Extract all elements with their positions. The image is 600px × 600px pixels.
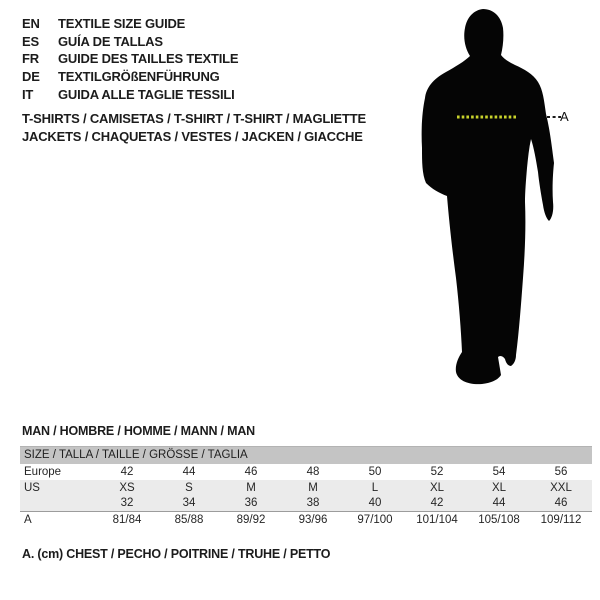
size-cell: L [371,482,379,494]
size-cell: XL [429,482,445,494]
size-cell: 46 [554,497,568,509]
footnote-chest-legend: A. (cm) CHEST / PECHO / POITRINE / TRUHE / PETTO [22,547,331,561]
language-list [22,15,238,103]
size-cell: XS [119,482,135,494]
size-cell: XL [491,482,507,494]
size-cell: 93/96 [298,514,328,526]
size-table [20,446,592,529]
size-cell: 46 [244,466,258,478]
size-table-header: SIZE / TALLA / TAILLE / GRÖSSE / TAGLIA [20,446,592,464]
lang-label: TEXTILE SIZE GUIDE [58,16,186,32]
table-row-us-numeric [20,496,592,511]
size-cell: 36 [244,497,258,509]
size-cell: 50 [368,466,382,478]
lang-row-fr [22,50,238,68]
table-row-chest-a [20,511,592,529]
size-cell: S [185,482,193,494]
table-row-europe [20,464,592,480]
size-cell: 34 [182,497,196,509]
lang-label: GUÍA DE TALLAS [58,33,163,49]
row-label: US [24,482,40,494]
lang-row-es [22,33,238,51]
lang-code: FR [22,51,39,67]
lang-label: GUIDE DES TAILLES TEXTILE [58,51,239,67]
size-cell: 44 [492,497,506,509]
size-cell: 52 [430,466,444,478]
category-block [22,110,366,146]
size-cell: 42 [430,497,444,509]
size-cell: 32 [120,497,134,509]
size-cell: 56 [554,466,568,478]
category-line-jackets: JACKETS / CHAQUETAS / VESTES / JACKEN / GIACCHE [22,129,363,144]
lang-code: IT [22,86,34,102]
size-cell: 38 [306,497,320,509]
lang-row-de [22,68,238,86]
size-cell: 44 [182,466,196,478]
section-heading-man: MAN / HOMBRE / HOMME / MANN / MAN [22,424,255,438]
size-cell: 109/112 [540,514,582,526]
size-cell: 97/100 [357,514,393,526]
lang-code: EN [22,16,40,32]
size-cell: 89/92 [236,514,266,526]
category-line-tshirts: T-SHIRTS / CAMISETAS / T-SHIRT / T-SHIRT / MAGLIETTE [22,111,366,126]
lang-row-en [22,15,238,33]
measure-label-a: A [560,109,569,124]
size-cell: XXL [550,482,572,494]
size-cell: 40 [368,497,382,509]
size-cell: 81/84 [112,514,142,526]
size-cell: 101/104 [416,514,458,526]
row-label: Europe [24,466,62,478]
row-label: A [24,514,32,526]
size-cell: 105/108 [478,514,520,526]
size-cell: 48 [306,466,320,478]
row-label [20,496,96,511]
size-cell: M [246,482,256,494]
size-cell: 54 [492,466,506,478]
man-silhouette-shape [422,9,554,384]
size-cell: 42 [120,466,134,478]
size-cell: M [308,482,318,494]
size-cell: 85/88 [174,514,204,526]
lang-row-it [22,85,238,103]
lang-code: DE [22,69,40,85]
man-silhouette [405,0,600,400]
lang-code: ES [22,33,39,49]
lang-label: GUIDA ALLE TAGLIE TESSILI [58,86,235,102]
table-row-us [20,480,592,496]
lang-label: TEXTILGRÖßENFÜHRUNG [58,69,220,85]
